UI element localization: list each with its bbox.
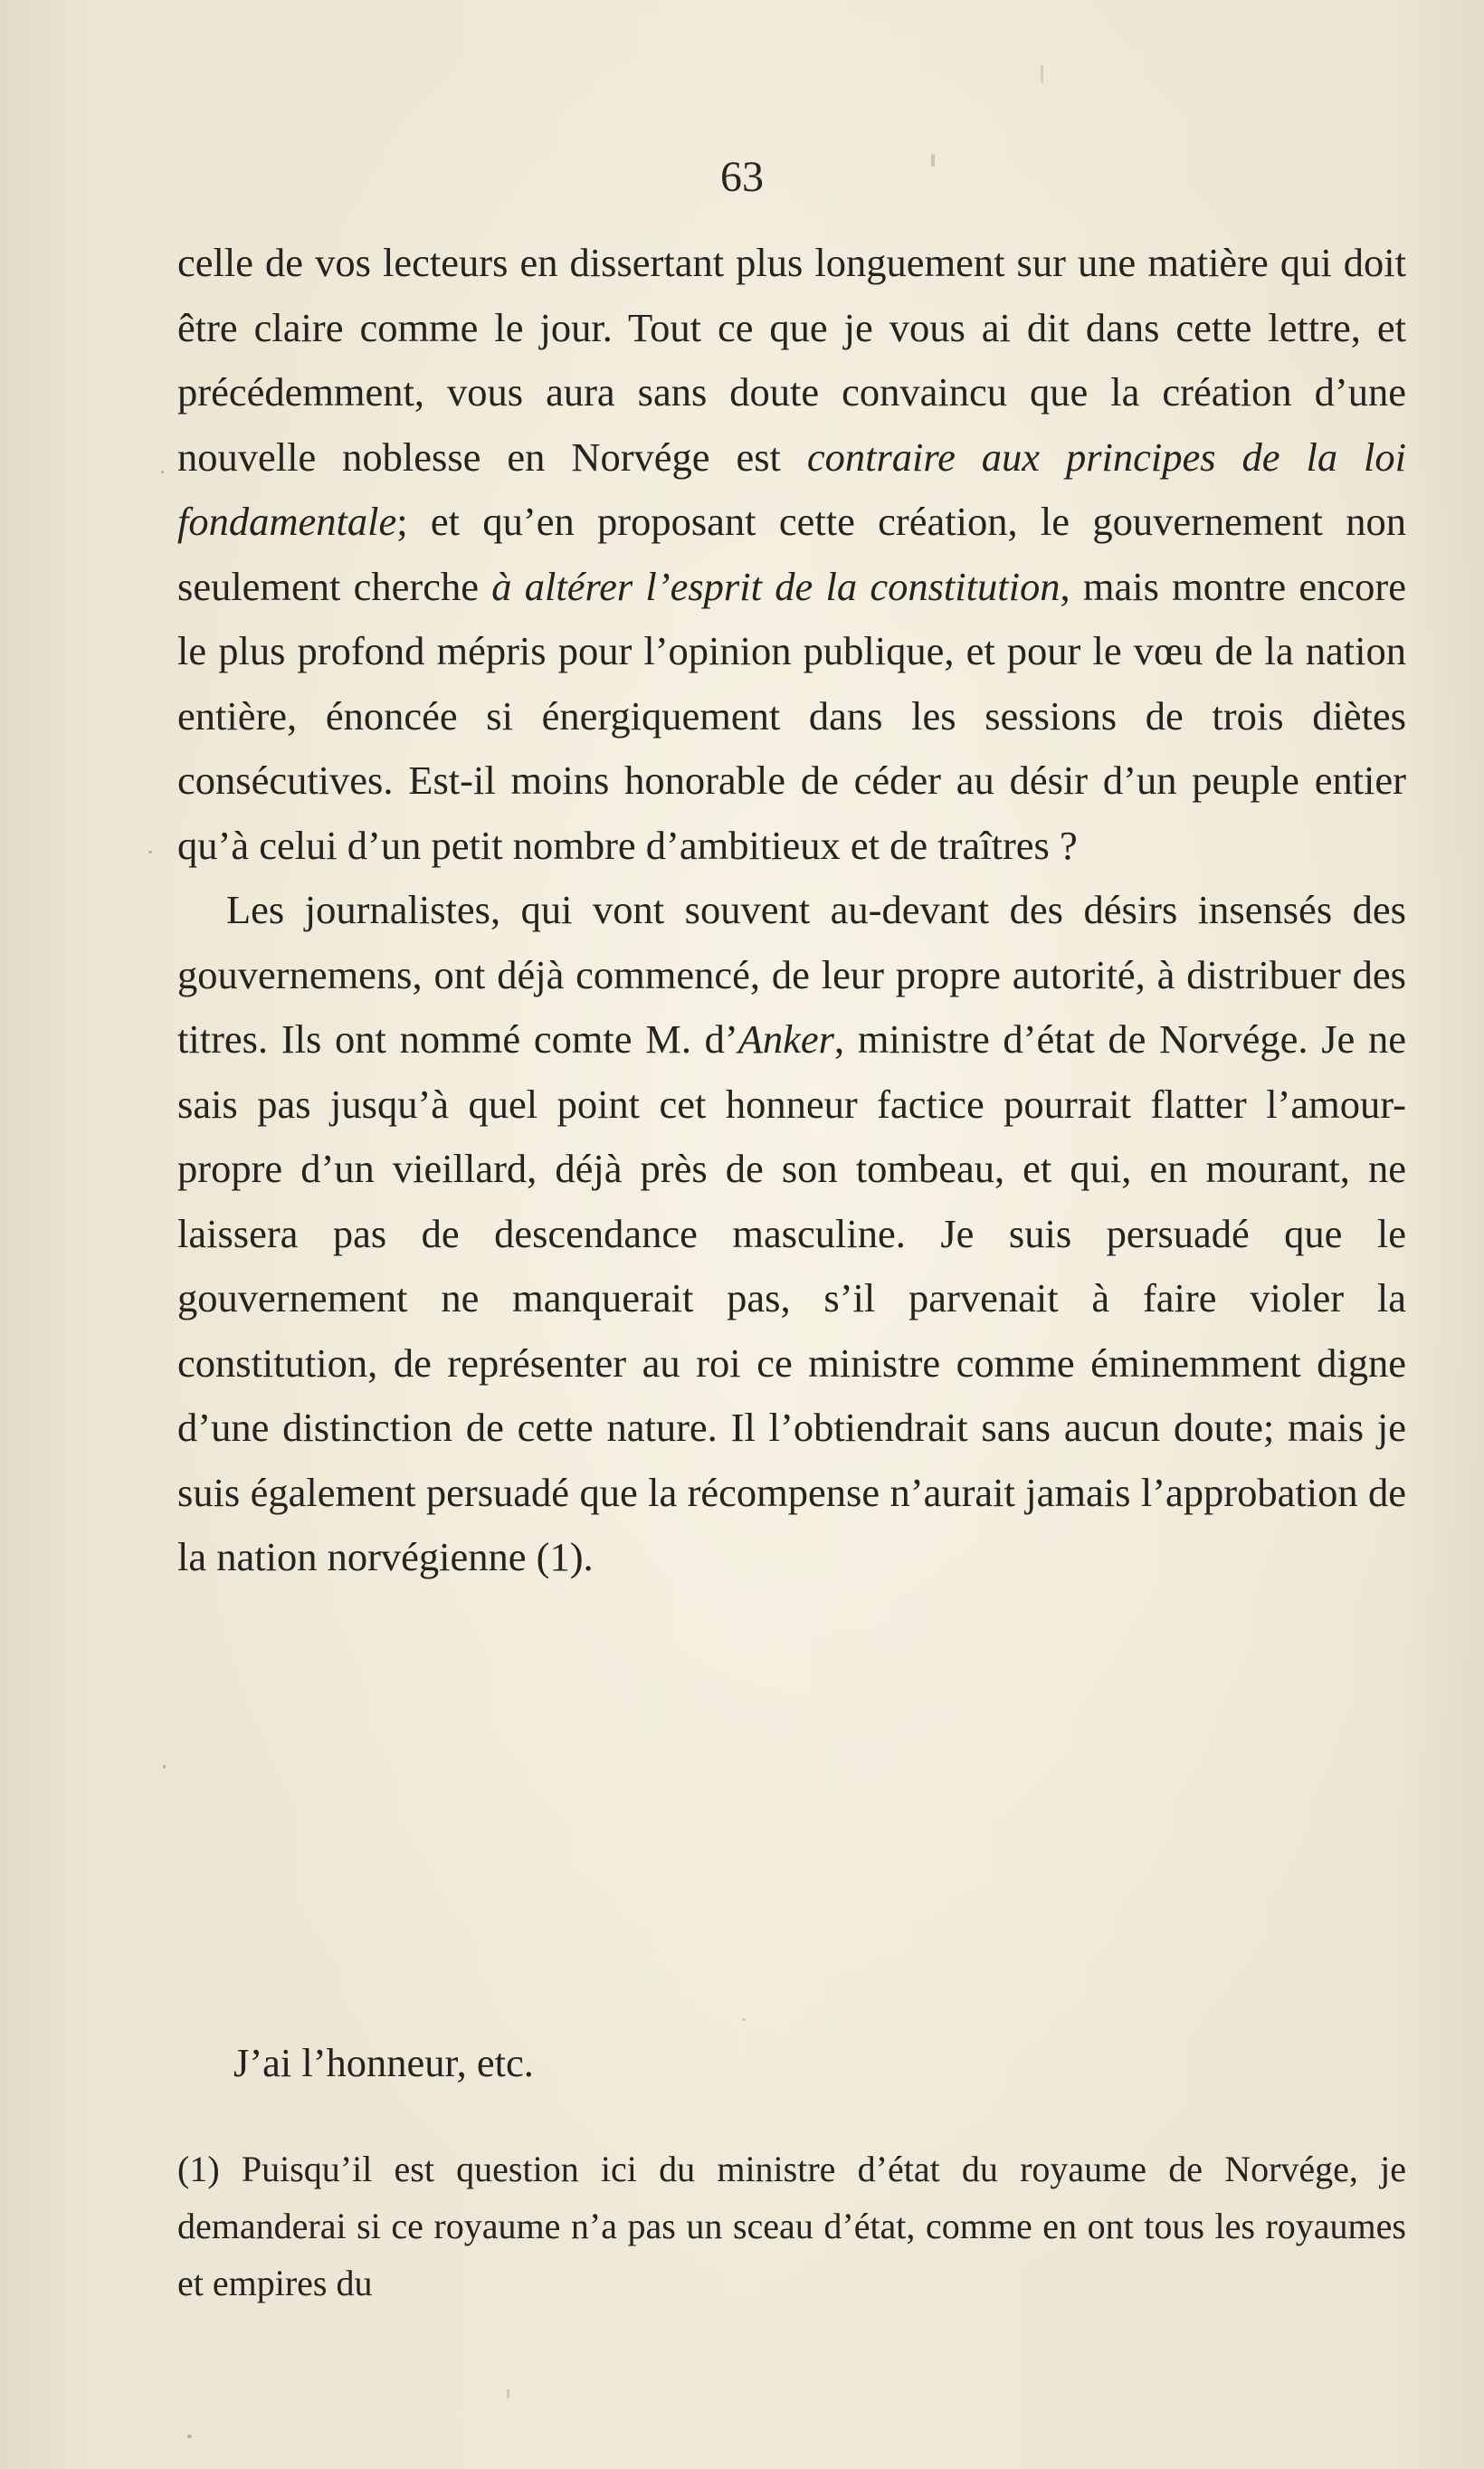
paper-speck bbox=[742, 2018, 746, 2021]
paper-speck bbox=[187, 2435, 192, 2438]
paper-speck bbox=[148, 851, 152, 853]
paper-speck bbox=[1041, 65, 1043, 83]
paragraph-1-italic-a: contraire aux principes de la loi fondamentale bbox=[177, 434, 1407, 544]
paragraph-1 bbox=[177, 231, 1406, 878]
paper-speck bbox=[163, 1765, 166, 1768]
paper-speck bbox=[931, 154, 935, 167]
paragraph-1-text-a: celle de vos lecteurs en dissertant plus longuement sur une matière qui doit être claire comme le jour. Tout ce que je vous ai dit dans cette lettre, et précédemment, vous aura sans doute convaincu que la création d’une nouvelle noblesse en Norvége est bbox=[177, 240, 1406, 480]
paragraph-1-italic-b: à altérer l’esprit de la constitution bbox=[491, 563, 1061, 609]
paragraph-2-text-b: , ministre d’état de Norvége. Je ne sais pas jusqu’à quel point cet honneur factice pourrait flatter l’amour-propre d’un vieillard, déjà près de son tombeau, et qui, en mourant, ne laissera pas de descendance masculine. Je suis persuadé que le gouvernement ne manquerait pas, s’il parvenait à faire violer la constitution, de représenter au roi ce ministre comme éminemment digne d’une distinction de cette nature. Il l’obtiendrait sans aucun doute; mais je suis également persuadé que la récompense n’aurait jamais l’approbation de la nation norvégienne (1). bbox=[177, 1016, 1406, 1579]
paper-speck bbox=[161, 471, 164, 473]
page-number: 63 bbox=[720, 153, 764, 201]
paragraph-2 bbox=[177, 878, 1406, 1590]
main-text-block bbox=[177, 231, 1406, 1590]
paper-speck bbox=[507, 2389, 509, 2398]
paragraph-1-text-b: ; et qu’en proposant cette création, le gouvernement non seulement cherche bbox=[177, 499, 1406, 609]
footnote: (1) Puisqu’il est question ici du ministre d’état du royaume de Norvége, je demanderai si ce royaume n’a pas un sceau d’état, comme en ont tous les royaumes et empires du bbox=[177, 2149, 1406, 2303]
paragraph-1-text-c: , mais montre encore le plus profond mépris pour l’opinion publique, et pour le vœu de la nation entière, énoncée si énergiquement dans les sessions de trois diètes consécutives. Est-il moins honorable de céder au désir d’un peuple entier qu’à celui d’un petit nombre d’ambitieux et de traîtres ? bbox=[177, 563, 1406, 868]
closing-line: J’ai l’honneur, etc. bbox=[233, 2040, 534, 2085]
paragraph-2-italic-a: Anker bbox=[737, 1016, 835, 1062]
paragraph-2-text-a: Les journalistes, qui vont souvent au-devant des désirs insensés des gouvernemens, ont déjà commencé, de leur propre autorité, à distribuer des titres. Ils ont nommé comte M. d’ bbox=[177, 887, 1406, 1062]
